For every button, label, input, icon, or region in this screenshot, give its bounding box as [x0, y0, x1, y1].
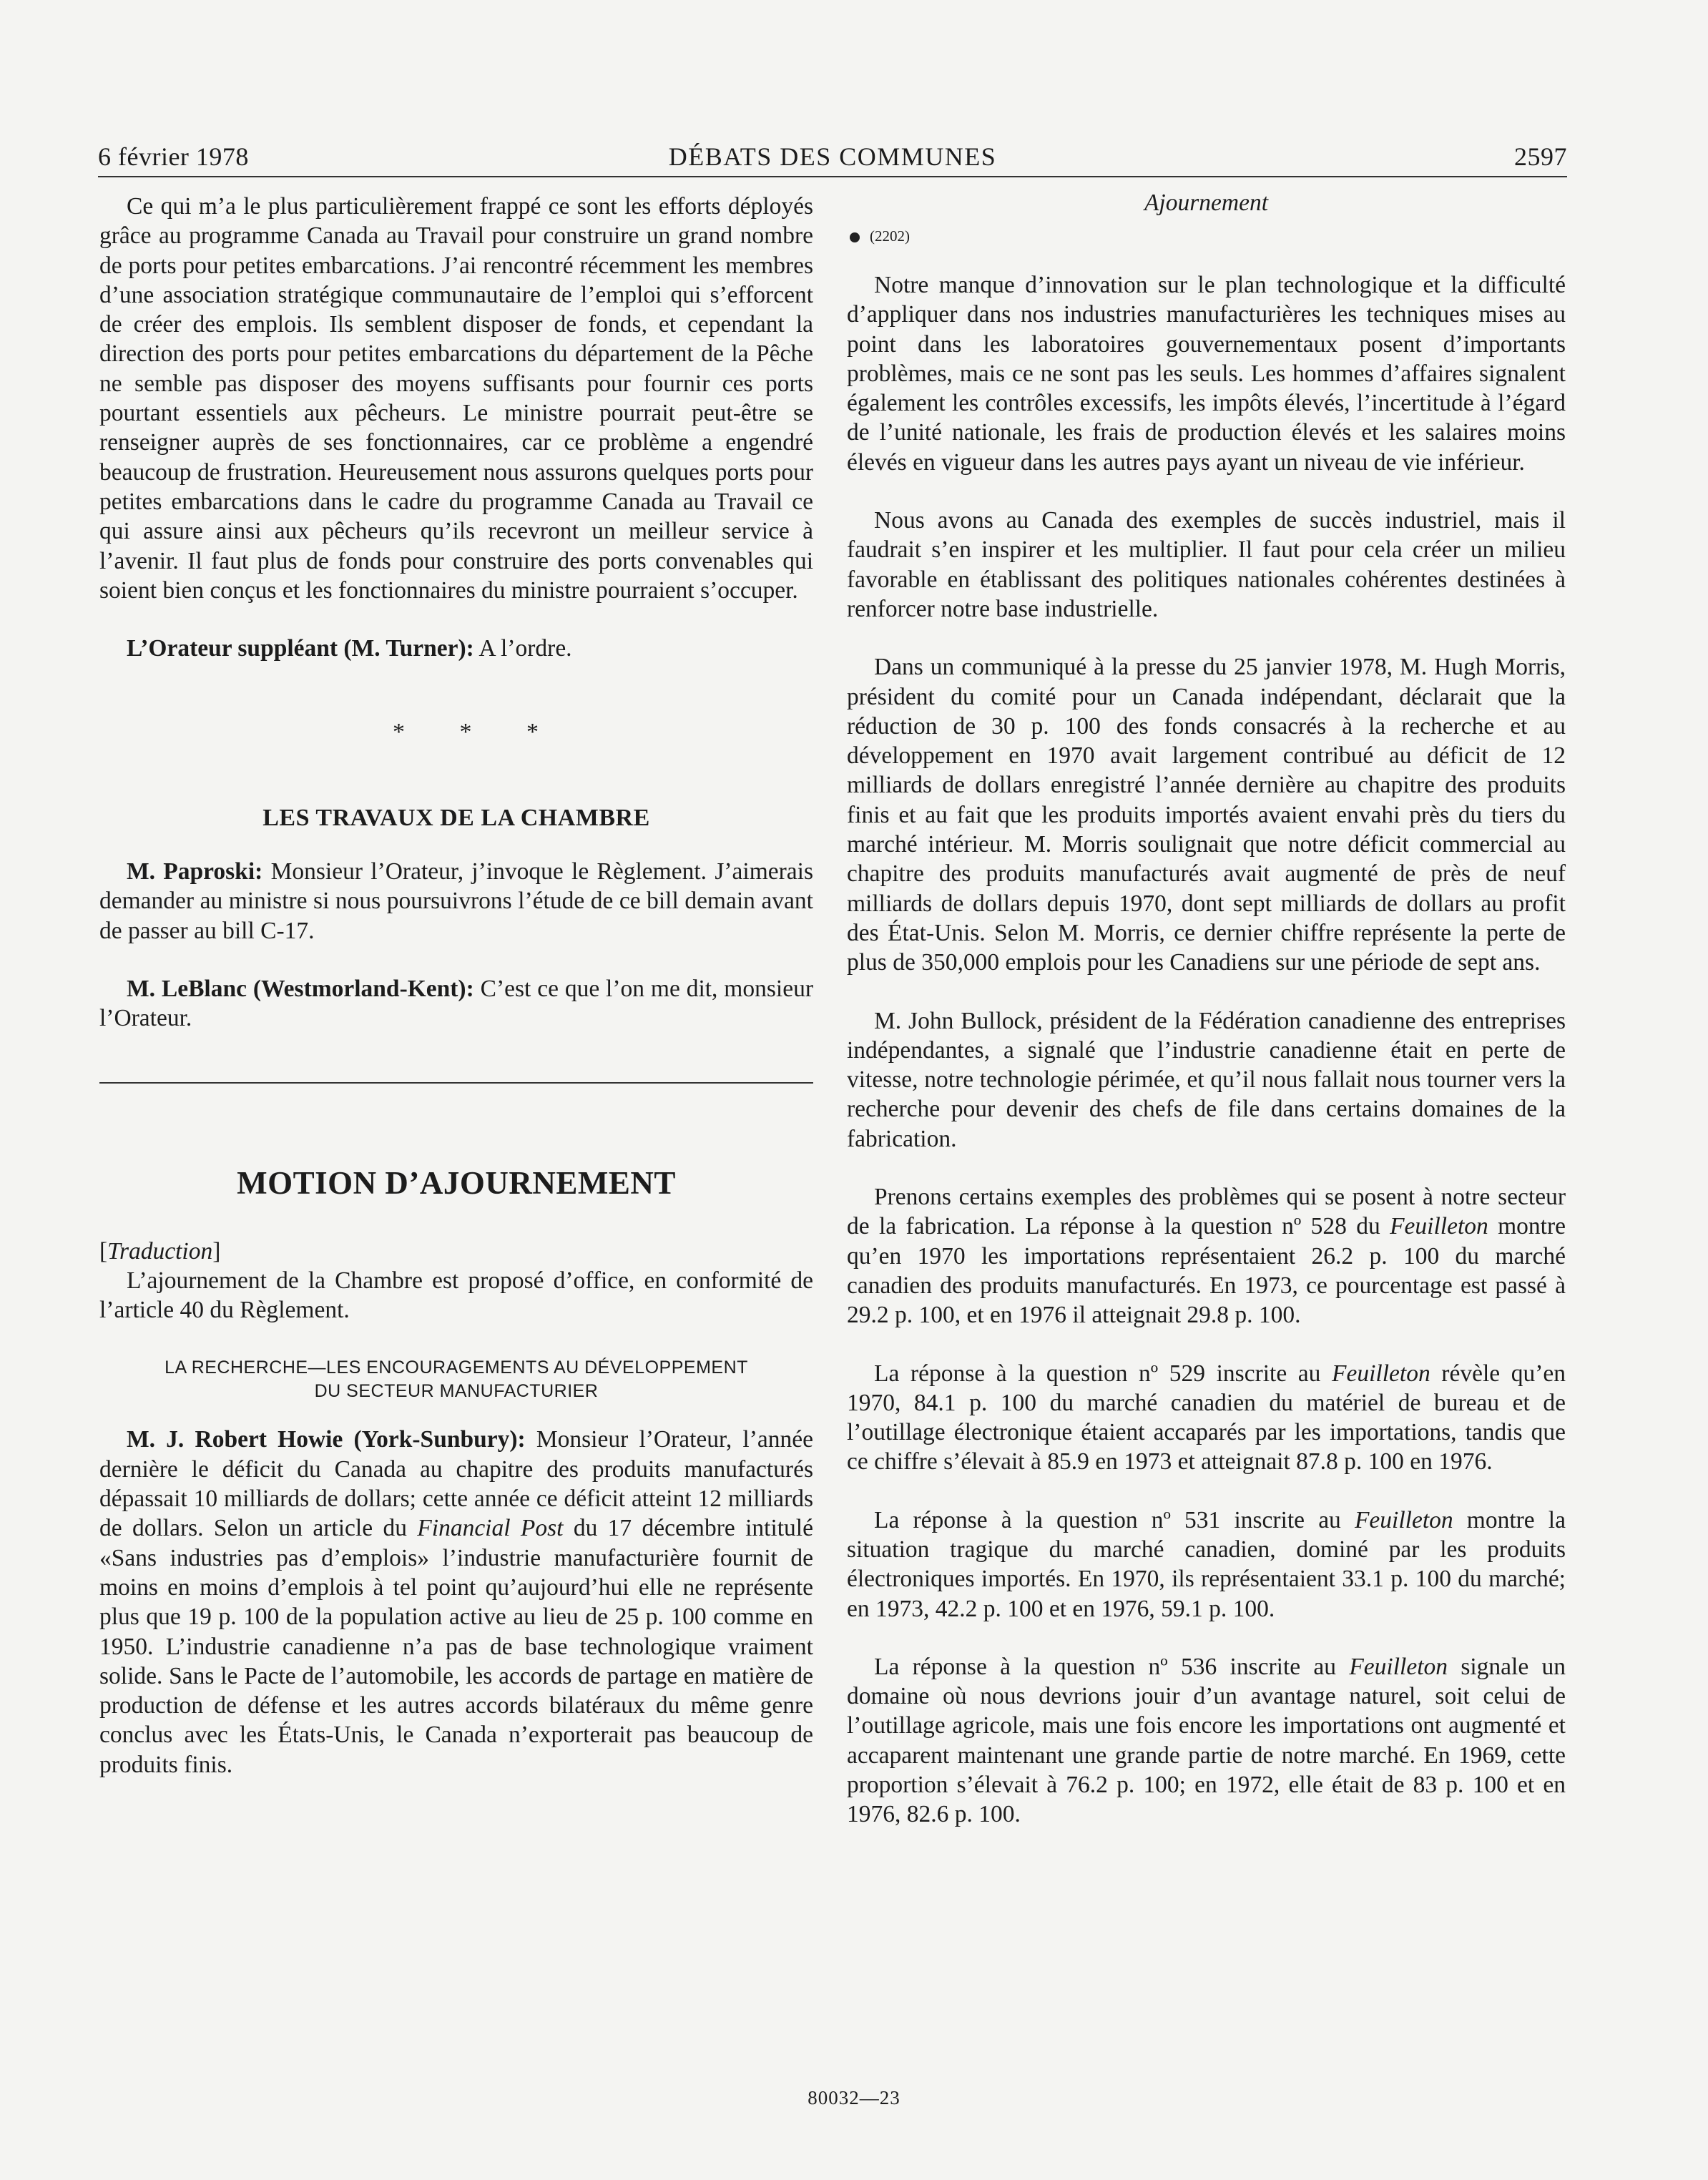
speech-text: Monsieur l’Orateur, j’invoque le Règlement. J’aimerais demander au ministre si nous poursuivrons l’étude de ce bill demain avant de passer au bill C-17.	[99, 858, 813, 944]
text: révèle qu’en 1970, 84.1 p. 100 du marché canadien du matériel de bureau et de l’outillage électronique étaient accaparés par les importations, tandis que ce chiffre s’élevait à 85.9 en 1973 et atteignait 87.8 p. 100 en 1976.	[847, 1360, 1566, 1476]
section-heading: LES TRAVAUX DE LA CHAMBRE	[262, 804, 650, 831]
paragraph: Notre manque d’innovation sur le plan technologique et la difficulté d’appliquer dans nos industries manufacturières les techniques mises au point dans les laboratoires gouvernementaux posent d’importants problèmes, mais ce ne sont pas les seuls. Les hommes d’affaires signalent également les contrôles excessifs, les impôts élevés, l’incertitude à l’égard de l’unité nationale, les frais de production élevés et les salaires moins élevés en vigueur dans les autres pays ayant un niveau de vie inférieur.	[847, 272, 1566, 476]
page-footer-code: 80032—23	[808, 2087, 900, 2108]
time-marker	[847, 223, 1566, 249]
speech-howie	[99, 1425, 813, 1779]
speech-text: C’est ce que l’on me dit, monsieur l’Orateur.	[99, 975, 813, 1032]
speech-turner	[99, 634, 813, 663]
paragraph: Nous avons au Canada des exemples de succès industriel, mais il faudrait s’en inspirer et les multiplier. Il faut pour cela créer un milieu favorable en établissant des politiques nationales cohérentes destinées à renforcer notre base industrielle.	[847, 507, 1566, 622]
right-column	[847, 192, 1566, 1830]
translation-label: Traduction	[107, 1237, 213, 1265]
motion-title: MOTION D’AJOURNEMENT	[237, 1164, 676, 1201]
paragraph	[847, 1359, 1566, 1477]
paragraph	[847, 1652, 1566, 1830]
text: Prenons certains exemples des problèmes qui se posent à notre secteur de la fabrication. La réponse à la question nº 528 du	[847, 1184, 1566, 1240]
speech-text: du 17 décembre intitulé «Sans industries pas d’emplois» l’industrie manufacturière fournit de moins en moins d’emplois à tel point qu’aujourd’hui elle ne représente plus que 19 p. 100 de la population active au lieu de 25 p. 100 comme en 1950. L’industrie canadienne n’a pas de base technologique vraiment solide. Sans le Pacte de l’automobile, les accords de partage en matière de production de défense et les autres accords bilatéraux du même genre conclus avec les États-Unis, le Canada n’exporterait pas beaucoup de produits finis.	[99, 1515, 813, 1778]
text: montre la situation tragique du marché canadien, dominé par les produits électroniques importés. En 1970, ils représentaient 33.1 p. 100 du marché; en 1973, 42.2 p. 100 et en 1976, 59.1 p. 100.	[847, 1506, 1566, 1622]
speech-text: Monsieur l’Orateur, l’année dernière le déficit du Canada au chapitre des produits manufacturés dépassait 10 milliards de dollars; cette année ce déficit atteint 12 milliards de dollars. Selon un article du	[99, 1426, 813, 1542]
text: montre qu’en 1970 les importations représentaient 26.2 p. 100 du marché canadien des produits manufacturés. En 1973, ce pourcentage est passé à 29.2 p. 100, et en 1976 il atteignait 29.8 p. 100.	[847, 1213, 1566, 1329]
left-column	[99, 192, 813, 1779]
subsection-heading	[99, 1356, 813, 1403]
paragraph: M. John Bullock, président de la Fédération canadienne des entreprises indépendantes, a signalé que l’industrie canadienne était en perte de vitesse, notre technologie périmée, et qu’il nous fallait nous tourner vers la recherche pour devenir des chefs de file dans certains domaines de la fabrication.	[847, 1007, 1566, 1152]
speaker-name: L’Orateur suppléant (M. Turner):	[127, 635, 474, 662]
translation-note	[99, 1237, 813, 1266]
bracket-open: [	[99, 1237, 108, 1265]
speech-leblanc	[99, 974, 813, 1033]
subsection-heading-line2: DU SECTEUR MANUFACTURIER	[314, 1381, 599, 1402]
bracket-close: ]	[212, 1237, 221, 1265]
speaker-name: M. J. Robert Howie (York-Sunbury):	[127, 1426, 526, 1453]
page-header	[98, 140, 1567, 177]
paragraph	[847, 1506, 1566, 1624]
divider-rule	[99, 1082, 813, 1084]
section-separator: * * *	[393, 719, 563, 746]
paragraph-ajournement: L’ajournement de la Chambre est proposé d’office, en conformité de l’article 40 du Règlement.	[99, 1267, 813, 1324]
publication-title: Financial Post	[417, 1515, 564, 1542]
text: signale un domaine où nous devrions jouir d’un avantage naturel, soit celui de l’outillage agricole, mais une fois encore les importations ont augmenté et accaparent maintenant une grande partie de notre marché. En 1969, cette proportion s’élevait à 76.2 p. 100; en 1972, elle était de 83 p. 100 et en 1976, 82.6 p. 100.	[847, 1653, 1566, 1828]
publication-title: Feuilleton	[1354, 1506, 1453, 1533]
publication-title: Feuilleton	[1332, 1360, 1430, 1387]
speaker-name: M. Paproski:	[127, 858, 263, 885]
header-page-number: 2597	[1514, 142, 1567, 171]
speech-text: A l’ordre.	[473, 635, 572, 662]
header-date: 6 février 1978	[98, 142, 249, 171]
header-title: DÉBATS DES COMMUNES	[668, 142, 997, 171]
publication-title: Feuilleton	[1349, 1653, 1448, 1680]
text: La réponse à la question nº 531 inscrite au	[874, 1506, 1355, 1533]
paragraph: Dans un communiqué à la presse du 25 janvier 1978, M. Hugh Morris, président du comité pour un Canada indépendant, déclarait que la réduction de 30 p. 100 des fonds consacrés à la recherche et au développement en 1970 avait largement contribué au déficit de 12 milliards de dollars enregistré l’année dernière au chapitre des produits finis et au fait que les produits importés avaient envahi près du tiers du marché intérieur. M. Morris soulignait que notre déficit commercial au chapitre des produits manufacturés avait augmenté de près de neuf milliards de dollars depuis 1970, dont sept milliards de dollars au profit des État-Unis. Selon M. Morris, ce dernier chiffre représente la perte de plus de 350,000 emplois pour les Canadiens sur une période de sept ans.	[847, 654, 1566, 976]
publication-title: Feuilleton	[1390, 1213, 1488, 1240]
running-head: Ajournement	[1144, 190, 1269, 216]
text: La réponse à la question nº 529 inscrite au	[874, 1360, 1332, 1387]
speaker-name: M. LeBlanc (Westmorland-Kent):	[127, 975, 474, 1002]
speech-paproski	[99, 857, 813, 946]
time-marker-text: (2202)	[870, 227, 910, 245]
paragraph	[847, 1182, 1566, 1330]
bullet-icon	[850, 232, 860, 242]
paragraph: Ce qui m’a le plus particulièrement frappé ce sont les efforts déployés grâce au programme Canada au Travail pour construire un grand nombre de ports pour petites embarcations. J’ai rencontré récemment les membres d’une association stratégique communautaire de l’emploi qui s’efforcent de créer des emplois. Ils semblent disposer de fonds, et cependant la direction des ports pour petites embarcations du département de la Pêche ne semble pas disposer des moyens suffisants pour fournir ces ports pourtant essentiels aux pêcheurs. Le ministre pourrait peut-être se renseigner auprès de ses fonctionnaires, car ce problème a engendré beaucoup de frustration. Heureusement nous assurons quelques ports pour petites embarcations dans le cadre du programme Canada au Travail ce qui assure ainsi aux pêcheurs qu’ils recevront un meilleur service à l’avenir. Il faut plus de fonds pour construire des ports convenables qui soient bien conçus et les fonctionnaires du ministre pourraient s’occuper.	[99, 193, 813, 604]
subsection-heading-line1: LA RECHERCHE—LES ENCOURAGEMENTS AU DÉVELOPPEMENT	[165, 1357, 748, 1378]
text: La réponse à la question nº 536 inscrite au	[874, 1653, 1350, 1680]
